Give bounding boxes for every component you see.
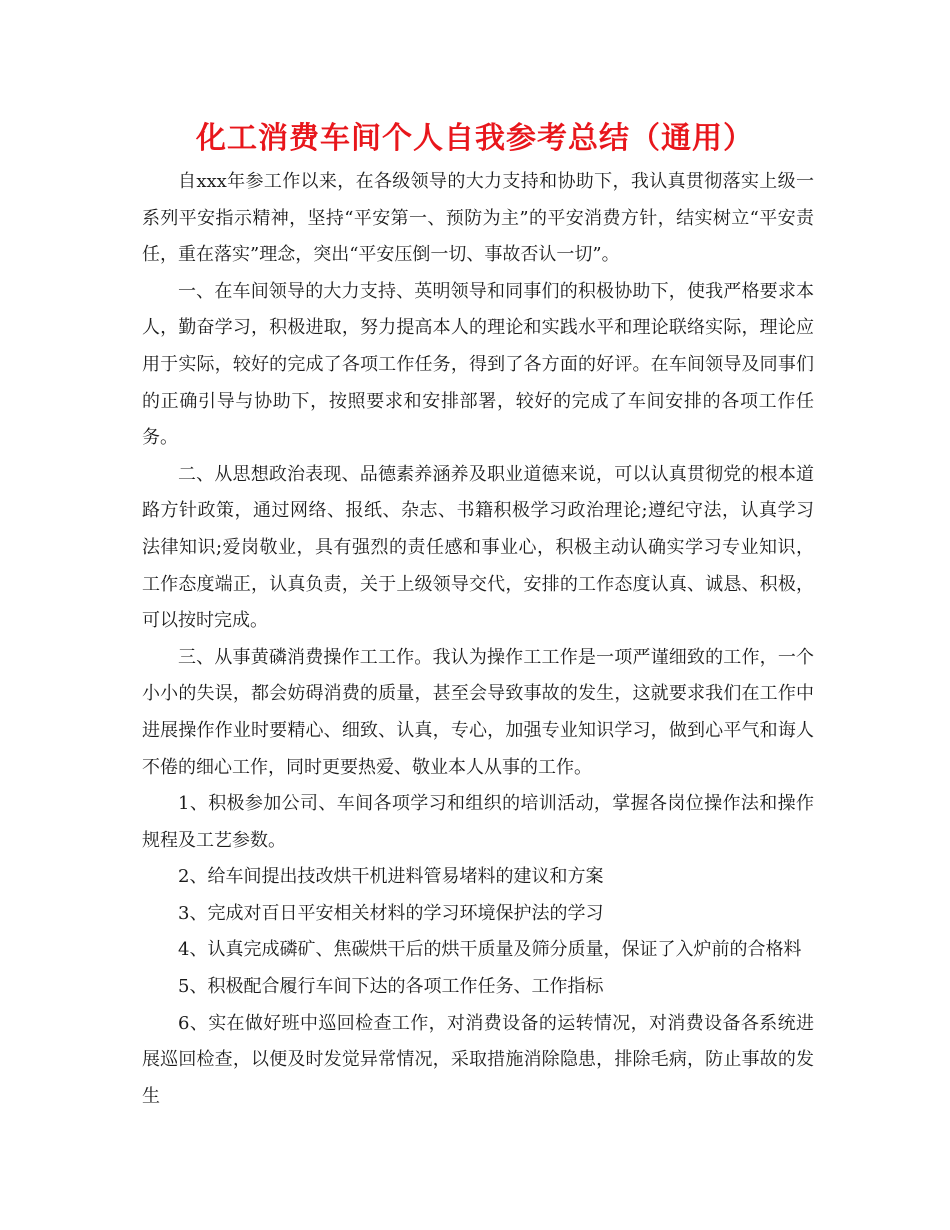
paragraph-section-3: 三、从事黄磷消费操作工工作。我认为操作工工作是一项严谨细致的工作，一个小小的失误，都会妨碍消费的质量，甚至会导致事故的发生，这就要求我们在工作中进展操作作业时要精心、细致、认真，专心，加强专业知识学习，做到心平气和诲人不倦的细心工作，同时更要热爱、敬业本人从事的工作。 — [142, 646, 814, 778]
list-item-6: 6、实在做好班中巡回检查工作，对消费设备的运转情况，对消费设备各系统进展巡回检查，以便及时发觉异常情况，采取措施消除隐患，排除毛病，防止事故的发生 — [142, 1012, 814, 1107]
list-item-3: 3、完成对百日平安相关材料的学习环境保护法的学习 — [178, 902, 604, 924]
list-item-1: 1、积极参加公司、车间各项学习和组织的培训活动，掌握各岗位操作法和操作规程及工艺参数。 — [142, 793, 814, 851]
document-body — [142, 164, 814, 1115]
list-item-4: 4、认真完成磷矿、焦碳烘干后的烘干质量及筛分质量，保证了入炉前的合格料 — [178, 939, 802, 961]
list-item-2: 2、给车间提出技改烘干机进料管易堵料的建议和方案 — [178, 866, 604, 888]
list-item-5: 5、积极配合履行车间下达的各项工作任务、工作指标 — [178, 976, 604, 998]
paragraph-intro: 自xxx年参工作以来，在各级领导的大力支持和协助下，我认真贯彻落实上级一系列平安指示精神，坚持“平安第一、预防为主”的平安消费方针，结实树立“平安责任，重在落实”理念，突出“平安压倒一切、事故否认一切”。 — [142, 171, 814, 266]
paragraph-section-2: 二、从思想政治表现、品德素养涵养及职业道德来说，可以认真贯彻党的根本道路方针政策，通过网络、报纸、杂志、书籍积极学习政治理论;遵纪守法，认真学习法律知识;爱岗敬业，具有强烈的责任感和事业心，积极主动认确实学习专业知识，工作态度端正，认真负责，关于上级领导交代，安排的工作态度认真、诚恳、积极，可以按时完成。 — [142, 463, 814, 632]
paragraph-section-1: 一、在车间领导的大力支持、英明领导和同事们的积极协助下，使我严格要求本人，勤奋学习，积极进取，努力提高本人的理论和实践水平和理论联络实际，理论应用于实际，较好的完成了各项工作任务，得到了各方面的好评。在车间领导及同事们的正确引导与协助下，按照要求和安排部署，较好的完成了车间安排的各项工作任务。 — [142, 280, 814, 449]
document-title: 化工消费车间个人自我参考总结（通用） — [196, 121, 754, 156]
